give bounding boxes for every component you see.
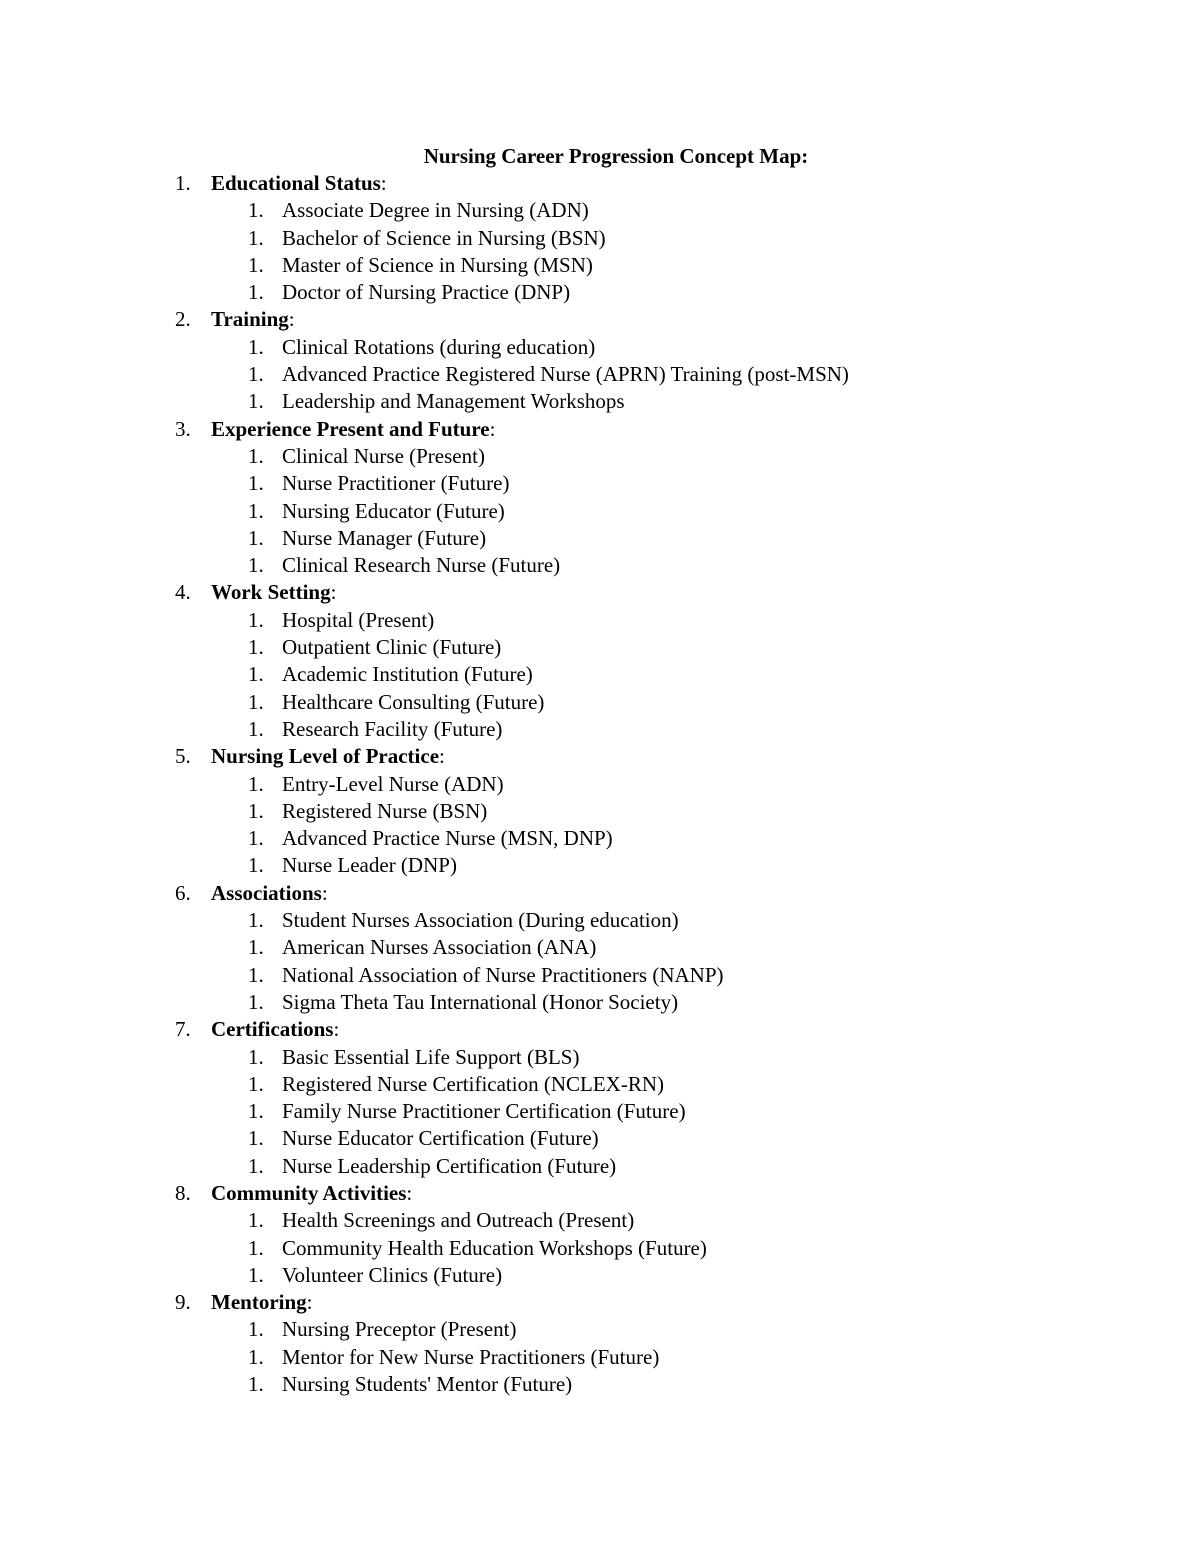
list-item-number: 1. — [248, 935, 264, 960]
section-number: 8. — [175, 1180, 191, 1205]
list-item — [0, 279, 1200, 306]
list-item — [0, 388, 1200, 415]
section-heading — [211, 1016, 339, 1043]
section-heading-colon: : — [406, 1180, 413, 1205]
list-item-number: 1. — [248, 334, 264, 359]
section-heading-text: Nursing Level of Practice — [211, 744, 440, 769]
section-heading — [211, 743, 445, 770]
section-number: 5. — [175, 744, 191, 769]
section-item — [0, 1180, 1200, 1289]
section-item — [0, 1289, 1200, 1398]
sub-item-list — [0, 334, 1200, 416]
list-item-text: Nursing Educator (Future) — [282, 498, 505, 523]
section-heading-row — [0, 880, 1200, 907]
list-item-number: 1. — [248, 1317, 264, 1342]
list-item-number: 1. — [248, 1344, 264, 1369]
section-heading-row — [0, 416, 1200, 443]
list-item — [0, 1344, 1200, 1371]
list-item-text: Academic Institution (Future) — [282, 662, 533, 687]
list-item-number: 1. — [248, 225, 264, 250]
section-number: 4. — [175, 580, 191, 605]
section-heading-colon: : — [330, 580, 337, 605]
sub-item-list — [0, 907, 1200, 1016]
list-item-number: 1. — [248, 553, 264, 578]
section-heading-text: Experience Present and Future — [211, 416, 490, 441]
list-item-text: Sigma Theta Tau International (Honor Society) — [282, 989, 679, 1014]
section-item — [0, 579, 1200, 743]
list-item — [0, 1153, 1200, 1180]
list-item-text: Doctor of Nursing Practice (DNP) — [282, 280, 571, 305]
list-item — [0, 934, 1200, 961]
section-item — [0, 1016, 1200, 1180]
list-item — [0, 825, 1200, 852]
list-item-text: Nurse Educator Certification (Future) — [282, 1126, 599, 1151]
list-item-number: 1. — [248, 198, 264, 223]
section-heading-text: Certifications — [211, 1017, 334, 1042]
section-number: 2. — [175, 307, 191, 332]
list-item — [0, 907, 1200, 934]
list-item-text: Clinical Rotations (during education) — [282, 334, 596, 359]
section-number: 7. — [175, 1017, 191, 1042]
list-item — [0, 525, 1200, 552]
list-item-text: Bachelor of Science in Nursing (BSN) — [282, 225, 606, 250]
list-item — [0, 716, 1200, 743]
list-item — [0, 252, 1200, 279]
list-item-number: 1. — [248, 1071, 264, 1096]
sub-item-list — [0, 607, 1200, 743]
list-item-text: Clinical Research Nurse (Future) — [282, 553, 561, 578]
list-item-text: Student Nurses Association (During education) — [282, 908, 679, 933]
list-item-number: 1. — [248, 252, 264, 277]
list-item-number: 1. — [248, 826, 264, 851]
list-item-text: Leadership and Management Workshops — [282, 389, 625, 414]
list-item-number: 1. — [248, 1099, 264, 1124]
section-heading-colon: : — [288, 307, 295, 332]
list-item-text: Family Nurse Practitioner Certification (Future) — [282, 1099, 686, 1124]
list-item-number: 1. — [248, 1208, 264, 1233]
section-heading-text: Training — [211, 307, 289, 332]
sub-item-list — [0, 771, 1200, 880]
section-heading-row — [0, 1016, 1200, 1043]
list-item-number: 1. — [248, 962, 264, 987]
list-item-number: 1. — [248, 1126, 264, 1151]
section-number: 6. — [175, 880, 191, 905]
list-item-text: Advanced Practice Registered Nurse (APRN) Training (post-MSN) — [282, 362, 849, 387]
list-item-number: 1. — [248, 280, 264, 305]
list-item — [0, 552, 1200, 579]
section-heading — [211, 579, 336, 606]
section-heading — [211, 170, 387, 197]
section-heading — [211, 1180, 412, 1207]
list-item-text: Registered Nurse (BSN) — [282, 798, 488, 823]
list-item — [0, 1207, 1200, 1234]
list-item-number: 1. — [248, 662, 264, 687]
list-item — [0, 225, 1200, 252]
list-item-text: Mentor for New Nurse Practitioners (Future) — [282, 1344, 660, 1369]
list-item — [0, 1044, 1200, 1071]
list-item-text: Nurse Manager (Future) — [282, 525, 487, 550]
section-heading-colon: : — [380, 171, 387, 195]
section-number: 1. — [175, 171, 191, 195]
list-item-text: Hospital (Present) — [282, 607, 435, 632]
section-heading — [211, 880, 328, 907]
list-item-number: 1. — [248, 1044, 264, 1069]
list-item-text: Outpatient Clinic (Future) — [282, 635, 502, 660]
list-item-number: 1. — [248, 798, 264, 823]
document-title: Nursing Career Progression Concept Map: — [423, 144, 809, 168]
section-heading-row — [0, 1180, 1200, 1207]
list-item-text: Nurse Leader (DNP) — [282, 853, 457, 878]
section-item — [0, 743, 1200, 879]
list-item — [0, 1098, 1200, 1125]
list-item-number: 1. — [248, 498, 264, 523]
section-heading-row — [0, 579, 1200, 606]
sub-item-list — [0, 1207, 1200, 1289]
sub-item-list — [0, 197, 1200, 306]
section-item — [0, 880, 1200, 1016]
list-item — [0, 989, 1200, 1016]
sub-item-list — [0, 1044, 1200, 1180]
list-item-number: 1. — [248, 362, 264, 387]
section-heading — [211, 416, 495, 443]
section-number: 9. — [175, 1290, 191, 1315]
list-item — [0, 661, 1200, 688]
section-heading-text: Work Setting — [211, 580, 331, 605]
list-item-number: 1. — [248, 689, 264, 714]
list-item-number: 1. — [248, 853, 264, 878]
list-item-number: 1. — [248, 908, 264, 933]
section-heading-row — [0, 170, 1200, 197]
list-item — [0, 1262, 1200, 1289]
section-number: 3. — [175, 416, 191, 441]
list-item — [0, 1125, 1200, 1152]
list-item-number: 1. — [248, 1153, 264, 1178]
section-heading-text: Mentoring — [211, 1290, 307, 1315]
section-heading-text: Associations — [211, 880, 322, 905]
list-item-text: Health Screenings and Outreach (Present) — [282, 1208, 635, 1233]
section-heading-row — [0, 306, 1200, 333]
section-heading-colon: : — [439, 744, 445, 769]
list-item-text: Nursing Preceptor (Present) — [282, 1317, 517, 1342]
list-item-text: Master of Science in Nursing (MSN) — [282, 252, 593, 277]
list-item-text: Entry-Level Nurse (ADN) — [282, 771, 504, 796]
list-item — [0, 1071, 1200, 1098]
list-item — [0, 852, 1200, 879]
list-item-text: Community Health Education Workshops (Future) — [282, 1235, 707, 1260]
section-heading — [211, 306, 295, 333]
list-item — [0, 798, 1200, 825]
list-item-text: Nurse Practitioner (Future) — [282, 471, 510, 496]
list-item-text: Associate Degree in Nursing (ADN) — [282, 198, 589, 223]
section-list — [0, 170, 1200, 1398]
list-item — [0, 962, 1200, 989]
list-item-text: Volunteer Clinics (Future) — [282, 1262, 503, 1287]
list-item-text: Nursing Students' Mentor (Future) — [282, 1372, 573, 1397]
list-item — [0, 607, 1200, 634]
section-heading-row — [0, 743, 1200, 770]
list-item — [0, 1235, 1200, 1262]
list-item-text: Research Facility (Future) — [282, 716, 503, 741]
list-item — [0, 689, 1200, 716]
section-heading-colon: : — [489, 416, 496, 441]
list-item — [0, 470, 1200, 497]
list-item-number: 1. — [248, 635, 264, 660]
sub-item-list — [0, 443, 1200, 579]
list-item-number: 1. — [248, 471, 264, 496]
list-item — [0, 334, 1200, 361]
list-item — [0, 197, 1200, 224]
list-item-number: 1. — [248, 525, 264, 550]
section-heading-row — [0, 1289, 1200, 1316]
list-item — [0, 361, 1200, 388]
list-item-text: Clinical Nurse (Present) — [282, 443, 485, 468]
list-item-number: 1. — [248, 1262, 264, 1287]
list-item-text: Nurse Leadership Certification (Future) — [282, 1153, 617, 1178]
list-item-number: 1. — [248, 771, 264, 796]
sub-item-list — [0, 1316, 1200, 1398]
section-item — [0, 416, 1200, 580]
list-item-number: 1. — [248, 1235, 264, 1260]
list-item-number: 1. — [248, 389, 264, 414]
list-item-text: Basic Essential Life Support (BLS) — [282, 1044, 580, 1069]
section-heading-colon: : — [321, 880, 328, 905]
list-item — [0, 443, 1200, 470]
list-item-number: 1. — [248, 443, 264, 468]
list-item — [0, 771, 1200, 798]
list-item-text: Healthcare Consulting (Future) — [282, 689, 545, 714]
list-item-number: 1. — [248, 716, 264, 741]
list-item-text: Registered Nurse Certification (NCLEX-RN) — [282, 1071, 664, 1096]
list-item-number: 1. — [248, 607, 264, 632]
list-item — [0, 1316, 1200, 1343]
section-heading-colon: : — [333, 1017, 340, 1042]
list-item — [0, 498, 1200, 525]
list-item-text: Advanced Practice Nurse (MSN, DNP) — [282, 826, 613, 851]
list-item-text: American Nurses Association (ANA) — [282, 935, 597, 960]
section-heading — [211, 1289, 313, 1316]
section-item — [0, 170, 1200, 306]
list-item-text: National Association of Nurse Practitioners (NANP) — [282, 962, 724, 987]
list-item-number: 1. — [248, 1372, 264, 1397]
section-heading-colon: : — [306, 1290, 313, 1315]
list-item — [0, 1371, 1200, 1398]
section-heading-text: Educational Status — [211, 171, 381, 195]
section-heading-text: Community Activities — [211, 1180, 407, 1205]
section-item — [0, 306, 1200, 415]
list-item — [0, 634, 1200, 661]
list-item-number: 1. — [248, 989, 264, 1014]
